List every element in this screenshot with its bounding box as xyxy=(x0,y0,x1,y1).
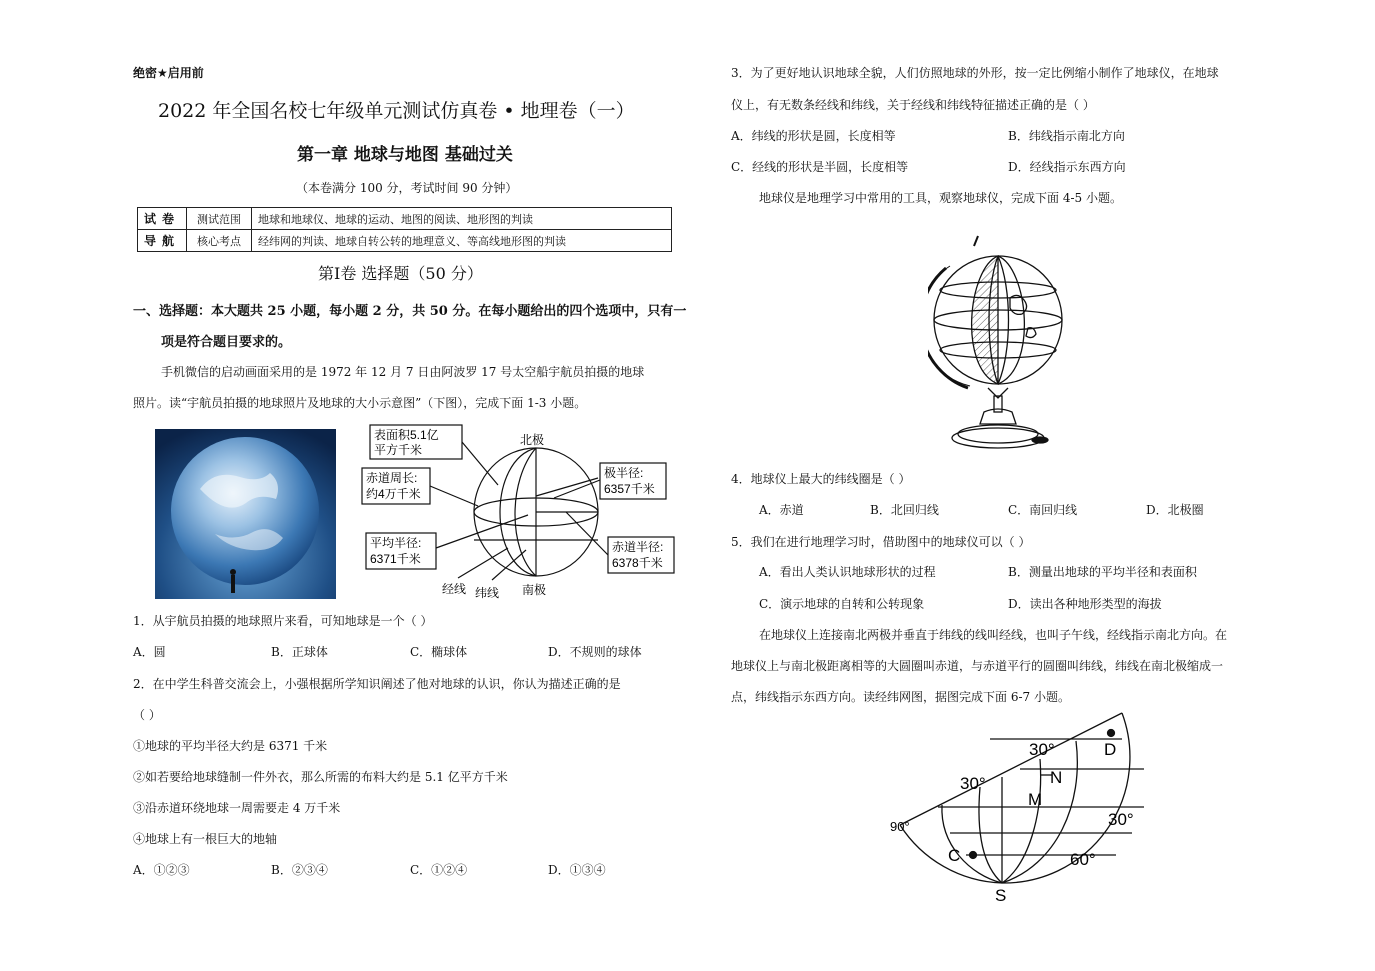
label-30-b: 30° xyxy=(960,774,986,793)
q2-option-a[interactable]: A．①②③ xyxy=(133,863,190,877)
q5-stem: 5．我们在进行地理学习时，借助图中的地球仪可以（ ） xyxy=(731,535,1031,549)
label-polar-radius-1: 极半径: xyxy=(604,466,644,480)
label-meridian: 经线 xyxy=(442,582,467,596)
passage3-line2: 地球仪上与南北极距离相等的大圆圈叫赤道，与赤道平行的圆圈叫纬线，纬线在南北极缩成一 xyxy=(731,659,1224,673)
lat-lon-grid-diagram xyxy=(880,705,1170,905)
point-S: S xyxy=(995,886,1007,905)
q4-option-c[interactable]: C．南回归线 xyxy=(1008,503,1078,517)
label-90: 90° xyxy=(890,819,910,834)
q5-option-d[interactable]: D．读出各种地形类型的海拔 xyxy=(1008,597,1162,611)
secret-label: 绝密★启用前 xyxy=(133,66,204,80)
label-area-1: 表面积5.1亿 xyxy=(374,428,439,442)
label-equator-2: 约4万千米 xyxy=(366,487,421,501)
q4-option-d[interactable]: D．北极圈 xyxy=(1146,503,1204,517)
earth-size-diagram xyxy=(358,420,678,600)
q4-option-a[interactable]: A．赤道 xyxy=(759,503,804,517)
label-area-2: 平方千米 xyxy=(374,443,423,457)
guide-head-1: 试卷 xyxy=(138,208,187,230)
q2-statement-1: ①地球的平均半径大约是 6371 千米 xyxy=(133,739,328,753)
section-title: 第Ⅰ卷 选择题（50 分） xyxy=(318,264,483,283)
q3-option-c[interactable]: C．经线的形状是半圆，长度相等 xyxy=(731,160,909,174)
q3-stem-2: 仪上，有无数条经线和纬线，关于经线和纬线特征描述正确的是（ ） xyxy=(731,98,1095,112)
point-D: D xyxy=(1104,740,1117,759)
q3-option-b[interactable]: B．纬线指示南北方向 xyxy=(1008,129,1125,143)
earth-photo xyxy=(155,429,336,599)
label-30-c: 30° xyxy=(1108,810,1134,829)
q2-option-b[interactable]: B．②③④ xyxy=(271,863,328,877)
q2-option-d[interactable]: D．①③④ xyxy=(548,863,606,877)
label-mean-radius-1: 平均半径: xyxy=(370,536,422,550)
q2-statement-3: ③沿赤道环绕地球一周需要走 4 万千米 xyxy=(133,801,341,815)
q5-option-a[interactable]: A．看出人类认识地球形状的过程 xyxy=(759,565,936,579)
label-equator-radius-2: 6378千米 xyxy=(612,556,663,570)
point-C: C xyxy=(948,846,961,865)
label-north-pole: 北极 xyxy=(520,433,545,447)
passage3-line3: 点，纬线指示东西方向。读经纬网图，据图完成下面 6-7 小题。 xyxy=(731,690,1070,704)
passage1-line2: 照片。读“宇航员拍摄的地球照片及地球的大小示意图”（下图），完成下面 1-3 小题。 xyxy=(133,396,587,410)
guide-key-scope: 测试范围 xyxy=(187,208,252,230)
score-note: （本卷满分 100 分，考试时间 90 分钟） xyxy=(296,181,518,195)
label-60: 60° xyxy=(1070,850,1096,869)
guide-head-2: 导航 xyxy=(138,230,187,252)
section-instruction-1: 一、选择题：本大题共 25 小题，每小题 2 分，共 50 分。在每小题给出的四个选项中，只有一 xyxy=(133,304,687,319)
q2-statement-4: ④地球上有一根巨大的地轴 xyxy=(133,832,278,846)
q5-option-c[interactable]: C．演示地球的自转和公转现象 xyxy=(759,597,925,611)
label-equator-1: 赤道周长: xyxy=(366,471,418,485)
globe-illustration xyxy=(928,228,1068,452)
point-N: N xyxy=(1050,768,1063,787)
label-polar-radius-2: 6357千米 xyxy=(604,482,655,496)
exam-guide-table xyxy=(137,207,672,252)
guide-value-scope: 地球和地球仪、地球的运动、地图的阅读、地形图的判读 xyxy=(252,208,672,230)
guide-value-core: 经纬网的判读、地球自转公转的地理意义、等高线地形图的判读 xyxy=(252,230,672,252)
q2-stem: 2．在中学生科普交流会上，小强根据所学知识阐述了他对地球的认识，你认为描述正确的是 xyxy=(133,677,621,691)
q3-option-d[interactable]: D．经线指示东西方向 xyxy=(1008,160,1126,174)
q5-option-b[interactable]: B．测量出地球的平均半径和表面积 xyxy=(1008,565,1197,579)
label-equator-radius-1: 赤道半径: xyxy=(612,540,664,554)
point-M: M xyxy=(1028,790,1043,809)
chapter-title: 第一章 地球与地图 基础过关 xyxy=(297,145,513,165)
guide-key-core: 核心考点 xyxy=(187,230,252,252)
q1-option-d[interactable]: D．不规则的球体 xyxy=(548,645,642,659)
q2-paren: （ ） xyxy=(133,708,161,722)
passage3-line1: 在地球仪上连接南北两极并垂直于纬线的线叫经线，也叫子午线，经线指示南北方向。在 xyxy=(759,628,1228,642)
q3-stem-1: 3．为了更好地认识地球全貌，人们仿照地球的外形，按一定比例缩小制作了地球仪，在地球 xyxy=(731,66,1219,80)
q4-stem: 4．地球仪上最大的纬线圈是（ ） xyxy=(731,472,911,486)
q2-statement-2: ②如若要给地球缝制一件外衣，那么所需的布料大约是 5.1 亿平方千米 xyxy=(133,770,508,784)
q1-option-a[interactable]: A．圆 xyxy=(133,645,166,659)
label-30-a: 30° xyxy=(1029,740,1055,759)
section-instruction-2: 项是符合题目要求的。 xyxy=(161,335,292,350)
passage2: 地球仪是地理学习中常用的工具，观察地球仪，完成下面 4-5 小题。 xyxy=(759,191,1122,205)
paper-title: 2022 年全国名校七年级单元测试仿真卷 • 地理卷（一） xyxy=(158,100,635,122)
label-mean-radius-2: 6371千米 xyxy=(370,552,421,566)
label-parallel: 纬线 xyxy=(475,586,500,600)
passage1-line1: 手机微信的启动画面采用的是 1972 年 12 月 7 日由阿波罗 17 号太空船宇航员拍摄的地球 xyxy=(161,365,645,379)
q1-option-c[interactable]: C．椭球体 xyxy=(410,645,468,659)
q1-option-b[interactable]: B．正球体 xyxy=(271,645,328,659)
q2-option-c[interactable]: C．①②④ xyxy=(410,863,468,877)
q1-stem: 1．从宇航员拍摄的地球照片来看，可知地球是一个（ ） xyxy=(133,614,433,628)
label-south-pole: 南极 xyxy=(522,583,547,597)
q4-option-b[interactable]: B．北回归线 xyxy=(870,503,939,517)
q3-option-a[interactable]: A．纬线的形状是圆，长度相等 xyxy=(731,129,896,143)
